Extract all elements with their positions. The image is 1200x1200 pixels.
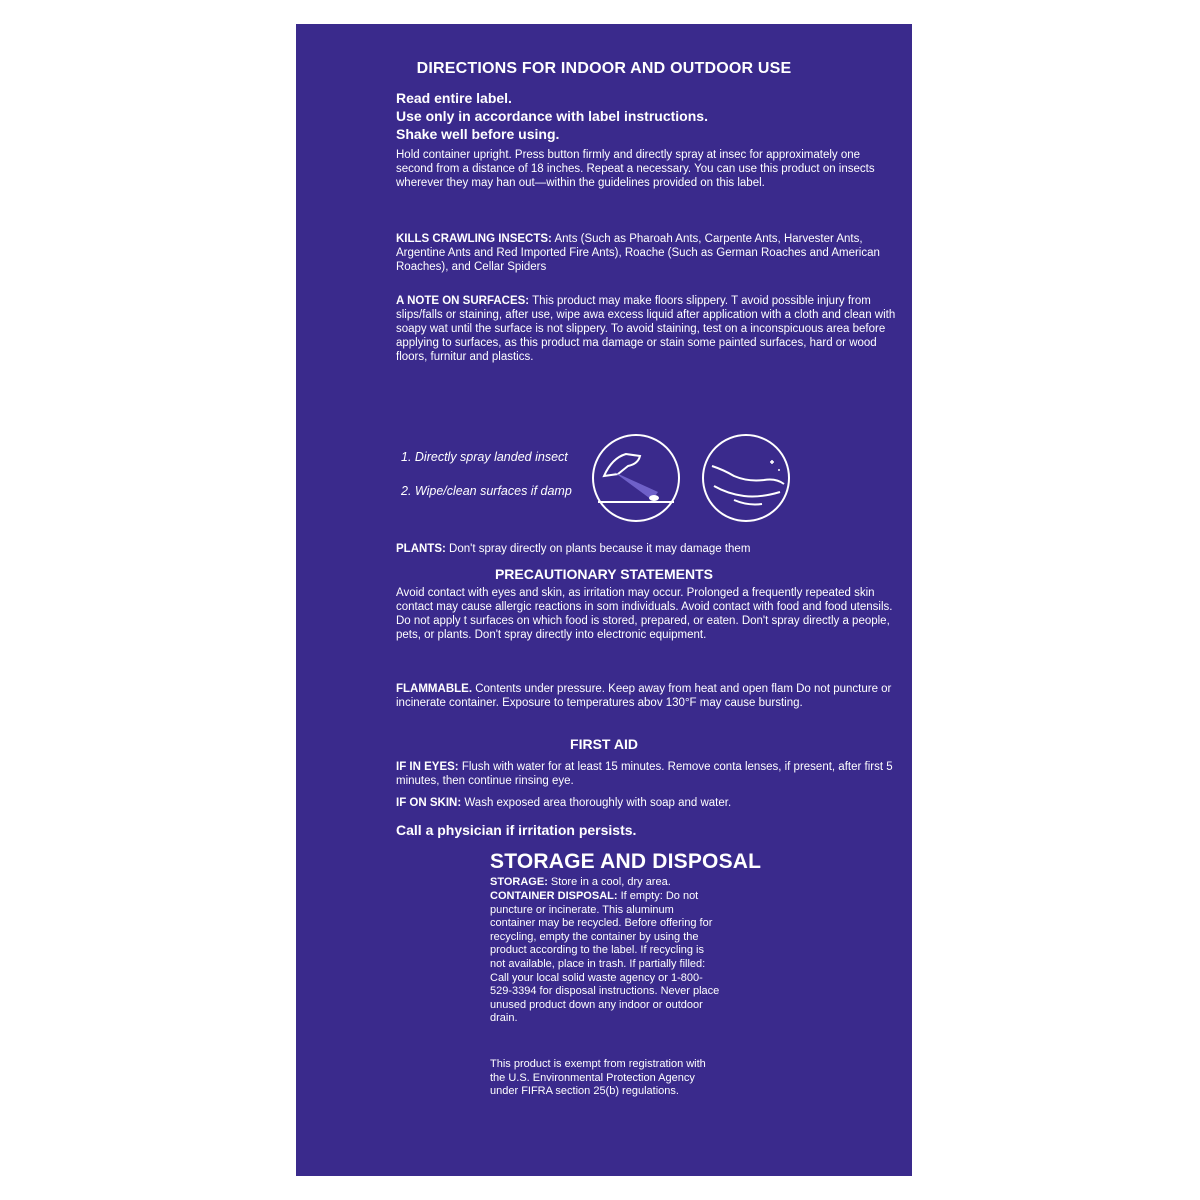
exemption-paragraph: This product is exempt from registration with the U.S. Environmental Protection Agency under FIFRA section 25(b) regulations. <box>490 1058 706 1098</box>
call-physician-line: Call a physician if irritation persists. <box>396 822 637 838</box>
kills-crawling-body: Ants (Such as Pharoah Ants, Carpente Ants, Harvester Ants, Argentine Ants and Red Imported Fire Ants), Roache (Such as German Roaches and American Roaches), and Cellar Spiders <box>396 233 880 273</box>
step-1-label: 1. Directly spray landed insect <box>401 450 568 464</box>
if-on-skin-paragraph <box>396 796 896 810</box>
if-in-eyes-body: Flush with water for at least 15 minutes. Remove conta lenses, if present, after first 5 minutes, then continue rinsing eye. <box>396 761 893 787</box>
kills-crawling-insects-paragraph <box>396 232 896 274</box>
if-on-skin-heading: IF ON SKIN: <box>396 797 462 809</box>
first-aid-heading: FIRST AID <box>570 736 638 752</box>
flammable-body: Contents under pressure. Keep away from heat and open flam Do not puncture or incinerate container. Exposure to temperatures abov 130°F may cause bursting. <box>396 683 892 709</box>
storage-label: STORAGE: <box>490 876 548 888</box>
if-in-eyes-heading: IF IN EYES: <box>396 761 459 773</box>
container-disposal-label: CONTAINER DISPOSAL: <box>490 890 618 902</box>
flammable-heading: FLAMMABLE. <box>396 683 473 695</box>
label-panel <box>296 24 912 1176</box>
plants-paragraph <box>396 542 896 556</box>
wipe-surface-icon <box>702 434 790 522</box>
precautionary-paragraph: Avoid contact with eyes and skin, as irritation may occur. Prolonged a frequently repeated skin contact may cause allergic reactions in som individuals. Avoid contact with food and food utensils. Do not apply t surfaces on which food is stored, prepared, or eaten. Don't spray directly a people, pets, or plants. Don't spray directly into electronic equipment. <box>396 587 893 641</box>
plants-heading: PLANTS: <box>396 543 446 555</box>
use-instructions-line: Use only in accordance with label instructions. <box>396 108 708 124</box>
storage-disposal-heading: STORAGE AND DISPOSAL <box>490 850 762 873</box>
if-in-eyes-paragraph <box>396 760 896 788</box>
note-on-surfaces-body: This product may make floors slippery. T avoid possible injury from slips/falls or staining, after use, wipe awa excess liquid after application with a cloth and clean with soapy wat until the surface is not slippery. To avoid staining, test on a inconspicuous area before applying to surfaces, as this product ma damage or stain some painted surfaces, hard or wood floors, furnitur and plastics. <box>396 295 896 363</box>
container-disposal-paragraph <box>490 890 720 1026</box>
directions-heading: DIRECTIONS FOR INDOOR AND OUTDOOR USE <box>416 60 792 77</box>
container-disposal-text: If empty: Do not puncture or incinerate. This aluminum container may be recycled. Before offering for recycling, empty the container by using the product according to the label. If recycling is not available, place in trash. If partially filled: Call your local solid waste agency or 1-800-529-3394 for disposal instructions. Never place unused product down any indoor or outdoor drain. <box>490 890 720 1025</box>
storage-text: Store in a cool, dry area. <box>550 876 671 888</box>
plants-body: Don't spray directly on plants because it may damage them <box>449 543 751 555</box>
shake-line: Shake well before using. <box>396 126 560 142</box>
flammable-paragraph <box>396 682 896 710</box>
hold-container-paragraph: Hold container upright. Press button firmly and directly spray at insec for approximately one second from a distance of 18 inches. Repeat a necessary. You can use this product on insects wherever they may han out—within the guidelines provided on this label. <box>396 149 875 189</box>
step-2-label: 2. Wipe/clean surfaces if damp <box>401 484 572 498</box>
precautionary-heading: PRECAUTIONARY STATEMENTS <box>494 566 714 582</box>
spray-insect-icon <box>592 434 680 522</box>
read-label-line: Read entire label. <box>396 90 512 106</box>
note-on-surfaces-paragraph <box>396 294 896 364</box>
storage-line <box>490 876 720 890</box>
note-on-surfaces-heading: A NOTE ON SURFACES: <box>396 295 530 307</box>
if-on-skin-body: Wash exposed area thoroughly with soap and water. <box>464 797 732 809</box>
kills-crawling-heading: KILLS CRAWLING INSECTS: <box>396 233 552 245</box>
